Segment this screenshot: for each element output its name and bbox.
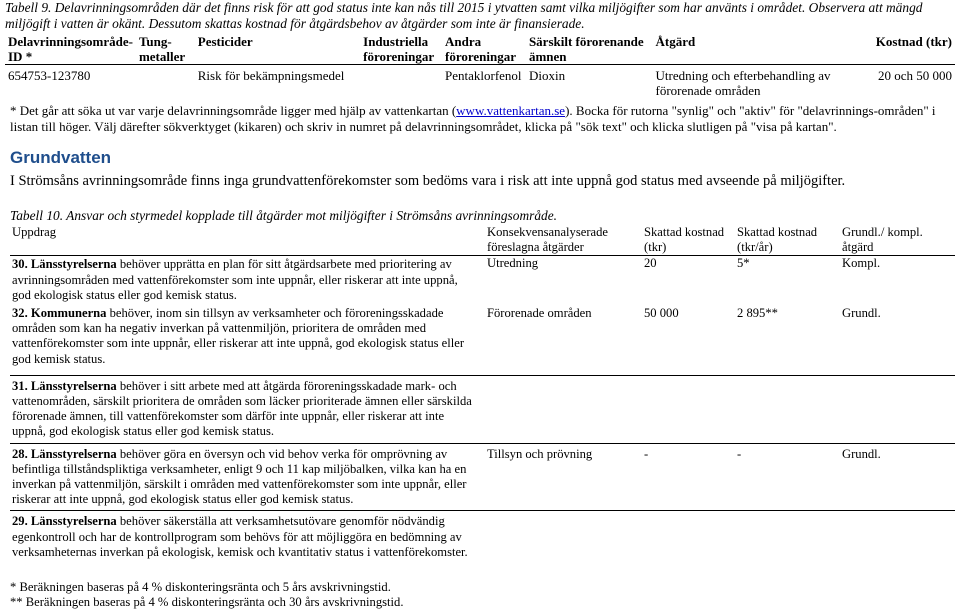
- table10-cell: 20: [644, 256, 657, 271]
- table-row: [10, 256, 955, 303]
- table10: [10, 225, 955, 560]
- table-row: [10, 303, 955, 375]
- table9-caption: Tabell 9. Delavrinningsområden där det finns risk för att god status inte kan nås till 2015 i ytvatten samt vilka miljögifter som har använts i området. Observera att mängd miljögift i vatten är okänt. Dessutom skattas kostnad för åtgärdsbehov av åtgärder som inte är finansierade.: [5, 0, 923, 31]
- table10-header-cell: Skattad kostnad (tkr): [642, 225, 735, 256]
- table9-cell: Risk för bekämpningsmedel: [197, 68, 345, 83]
- table10-header-cell: Grundl./ kompl. åtgärd: [840, 225, 955, 256]
- table10-cell: -: [735, 443, 840, 511]
- table10-cell: [840, 511, 955, 560]
- task-actor: 30. Länsstyrelserna: [12, 257, 117, 272]
- table9-header-cell: Delavrinningsområde-ID *: [5, 34, 136, 65]
- table9-header-cell: Pesticider: [195, 34, 360, 65]
- task-actor: 29. Länsstyrelserna: [12, 514, 117, 529]
- table9-cell: Dioxin: [528, 68, 566, 83]
- table9-header-cell: Kostnad (tkr): [873, 34, 955, 65]
- table9-cell: [360, 65, 442, 102]
- table10-caption: Tabell 10. Ansvar och styrmedel kopplade till åtgärder mot miljögifter i Strömsåns avrinningsområde.: [10, 208, 558, 223]
- table9-cell: Pentaklorfenol: [445, 68, 522, 83]
- table10-cell: Grundl.: [842, 306, 881, 321]
- task-text: behöver göra en översyn och vid behov verka för omprövning av befintliga tillståndspliktiga verksamheter, enligt 9 och 11 kap miljöbalken, vilka kan ha en inverkan på vattenmiljön, särskilt i områden med vattenförekomster som inte uppnår, eller riskerar att inte uppnå, god ekologisk status eller god kemisk status.: [12, 446, 467, 507]
- table10-cell: 50 000: [644, 306, 679, 321]
- table9-header-row: [5, 34, 955, 65]
- table10-footnote-1: * Beräkningen baseras på 4 % diskonteringsränta och 5 års avskrivningstid.: [10, 580, 391, 594]
- table9-note: [10, 103, 950, 135]
- table-row: [10, 443, 955, 511]
- table10-header-cell: Uppdrag: [10, 225, 485, 256]
- table10-cell: [840, 375, 955, 443]
- table10-cell: [642, 511, 735, 560]
- table-row: [10, 375, 955, 443]
- table10-cell: [735, 511, 840, 560]
- table10-cell: Utredning: [487, 256, 539, 271]
- table10-cell: [485, 375, 642, 443]
- table9: [5, 34, 955, 101]
- table10-cell: 5*: [737, 256, 750, 271]
- note-text: ). Bocka för rutorna "synlig" och "aktiv" för "delavrinnings-områden" i listan till höger. Välj därefter sökverktyget (kikaren) och skriv in numret på delavrinningsområdet, klicka på "sök text" och klicka slutligen på "visa på kartan".: [10, 103, 936, 134]
- table10-task-cell: [10, 443, 485, 511]
- table9-header-cell: Åtgärd: [652, 34, 872, 65]
- table10-task-cell: [10, 375, 485, 443]
- table10-cell: Kompl.: [842, 256, 881, 271]
- table9-cell: 654753-123780: [8, 68, 91, 83]
- table10-cell: -: [642, 443, 735, 511]
- table9-header-cell: Tung-metaller: [136, 34, 195, 65]
- task-text: behöver upprätta en plan för sitt åtgärdsarbete med prioritering av avrinningsområden med vattenförekomster som inte uppnår, eller riskerar att inte uppnå, god ekologisk status eller god kemisk status.: [12, 257, 458, 302]
- table10-task-cell: [10, 511, 485, 560]
- table10-task-cell: [10, 256, 485, 303]
- groundwater-paragraph: I Strömsåns avrinningsområde finns inga grundvattenförekomster som bedöms vara i risk att inte uppnå god status med avseende på miljögifter.: [10, 173, 846, 189]
- table10-cell: [485, 511, 642, 560]
- table10-header-cell: Skattad kostnad (tkr/år): [735, 225, 840, 256]
- task-actor: 31. Länsstyrelserna: [12, 378, 117, 393]
- table10-task-cell: [10, 303, 485, 375]
- table10-footnote-2: ** Beräkningen baseras på 4 % diskonteringsränta och 30 års avskrivningstid.: [10, 595, 404, 609]
- table9-cell: Utredning och efterbehandling av förorenade områden: [655, 68, 831, 98]
- table10-header-row: [10, 225, 955, 256]
- note-text: * Det går att söka ut var varje delavrinningsområde ligger med hjälp av vattenkartan (: [10, 103, 457, 118]
- table10-cell: Grundl.: [840, 443, 955, 511]
- table9-header-cell: Särskilt förorenande ämnen: [526, 34, 653, 65]
- task-actor: 28. Länsstyrelserna: [12, 446, 117, 461]
- table9-header-cell: Andra föroreningar: [442, 34, 526, 65]
- task-text: behöver i sitt arbete med att åtgärda föroreningsskadade mark- och vattenområden, särskilt prioritera de områden som läcker prioriterade ämnen eller särskilda förorenade ämnen, till vattenförekomster som därför inte uppnår, eller riskerar att inte uppnå, god ekologisk status eller god kemisk status.: [12, 378, 472, 439]
- task-text: behöver säkerställa att verksamhetsutövare genomför nödvändig egenkontroll och har de kontrollprogram som behövs för att möjliggöra en bedömning av verksamheternas inverkan på ekologisk, kemisk och kvantitativ status i vattenförekomster.: [12, 514, 468, 559]
- table10-cell: [642, 375, 735, 443]
- table-row: [10, 511, 955, 560]
- section-heading-grundvatten: Grundvatten: [10, 148, 112, 167]
- table10-cell: 2 895**: [737, 306, 778, 321]
- table10-header-cell: Konsekvensanalyserade föreslagna åtgärder: [485, 225, 642, 256]
- table9-cell: 20 och 50 000: [877, 68, 952, 83]
- vattenkartan-link[interactable]: www.vattenkartan.se: [456, 103, 566, 118]
- table9-header-cell: Industriella föroreningar: [360, 34, 442, 65]
- table9-cell: [136, 65, 195, 102]
- table10-cell: [735, 375, 840, 443]
- table-row: [5, 65, 955, 102]
- table10-cell: Förorenade områden: [487, 306, 592, 321]
- task-text: behöver, inom sin tillsyn av verksamheter och föroreningsskadade områden som kan ha negativ inverkan på vattenmiljön, prioritera de områden med vattenförekomster som inte uppnår, eller riskerar att inte uppnå, god ekologisk status eller god kemisk status.: [12, 306, 465, 366]
- task-actor: 32. Kommunerna: [12, 306, 107, 321]
- table10-cell: Tillsyn och prövning: [485, 443, 642, 511]
